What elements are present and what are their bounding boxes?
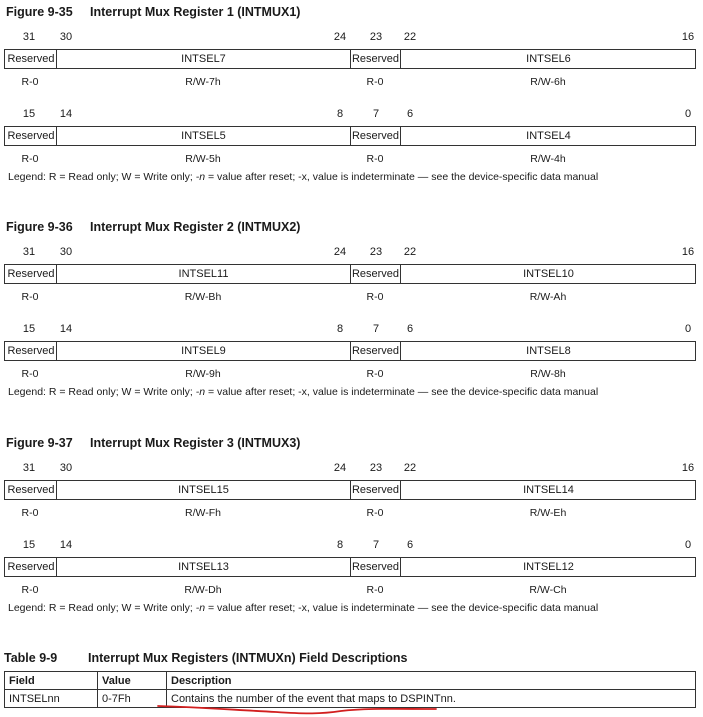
field-access: R/W-Ch xyxy=(529,584,567,596)
register-field: INTSEL12 xyxy=(400,558,696,576)
bit-number: 7 xyxy=(372,108,380,120)
table-cell: Contains the number of the event that maps to DSPINTnn. xyxy=(167,690,696,708)
register-field: INTSEL9 xyxy=(56,342,350,360)
field-access: R-0 xyxy=(366,507,384,519)
bit-number: 14 xyxy=(59,323,73,335)
bit-number: 31 xyxy=(22,31,36,43)
register-field: INTSEL5 xyxy=(56,127,350,145)
bit-number: 8 xyxy=(336,539,344,551)
register-field: Reserved xyxy=(7,53,55,65)
field-access: R-0 xyxy=(366,368,384,380)
figure-number: Figure 9-35 xyxy=(6,5,73,19)
legend-note: Legend: R = Read only; W = Write only; -n = value after reset; -x, value is indeterminate — see the device-specific data manual xyxy=(8,171,599,183)
bit-number: 23 xyxy=(369,462,383,474)
field-access: R-0 xyxy=(21,291,39,303)
bit-number: 22 xyxy=(403,246,417,258)
field-access: R/W-Ah xyxy=(529,291,567,303)
bit-number: 15 xyxy=(22,108,36,120)
legend-note: Legend: R = Read only; W = Write only; -n = value after reset; -x, value is indeterminate — see the device-specific data manual xyxy=(8,386,599,398)
table-cell: INTSELnn xyxy=(5,690,98,708)
register-field: Reserved xyxy=(350,342,400,360)
figure-caption: Interrupt Mux Register 3 (INTMUX3) xyxy=(90,436,301,450)
field-access: R-0 xyxy=(366,584,384,596)
register-field: INTSEL8 xyxy=(400,342,696,360)
field-access: R-0 xyxy=(366,153,384,165)
field-access: R/W-9h xyxy=(185,368,221,380)
register-field: Reserved xyxy=(350,50,400,68)
column-header: Field xyxy=(5,672,98,690)
register-row xyxy=(4,557,696,577)
bit-number: 15 xyxy=(22,539,36,551)
field-access: R/W-7h xyxy=(185,76,221,88)
register-field: Reserved xyxy=(7,561,55,573)
table-cell: 0-7Fh xyxy=(98,690,167,708)
bit-number: 16 xyxy=(681,31,695,43)
register-field: INTSEL15 xyxy=(56,481,350,499)
register-field: INTSEL4 xyxy=(400,127,696,145)
bit-number: 0 xyxy=(684,323,692,335)
field-access: R/W-Bh xyxy=(184,291,222,303)
register-field: Reserved xyxy=(7,484,55,496)
figure-title xyxy=(6,436,300,450)
register-row xyxy=(4,341,696,361)
bit-number: 6 xyxy=(406,323,414,335)
register-row xyxy=(4,264,696,284)
table-caption: Interrupt Mux Registers (INTMUXn) Field Descriptions xyxy=(88,651,408,665)
bit-number: 23 xyxy=(369,246,383,258)
bit-number: 6 xyxy=(406,108,414,120)
figure-title xyxy=(6,220,300,234)
table-title xyxy=(4,651,407,665)
bit-number: 24 xyxy=(333,462,347,474)
bit-number: 6 xyxy=(406,539,414,551)
legend-note: Legend: R = Read only; W = Write only; -n = value after reset; -x, value is indeterminate — see the device-specific data manual xyxy=(8,602,599,614)
field-access: R-0 xyxy=(21,153,39,165)
bit-number: 30 xyxy=(59,462,73,474)
bit-number: 16 xyxy=(681,246,695,258)
table-header-row xyxy=(5,672,696,690)
bit-number: 31 xyxy=(22,246,36,258)
figure-caption: Interrupt Mux Register 1 (INTMUX1) xyxy=(90,5,301,19)
bit-number: 7 xyxy=(372,539,380,551)
figure-title xyxy=(6,5,300,19)
register-field: INTSEL10 xyxy=(400,265,696,283)
field-access: R/W-5h xyxy=(185,153,221,165)
register-field: INTSEL11 xyxy=(56,265,350,283)
column-header: Value xyxy=(98,672,167,690)
red-underline-annotation xyxy=(156,703,441,717)
register-field: INTSEL13 xyxy=(56,558,350,576)
figure-number: Figure 9-36 xyxy=(6,220,73,234)
register-field: Reserved xyxy=(350,265,400,283)
field-access: R-0 xyxy=(21,507,39,519)
register-row xyxy=(4,480,696,500)
field-access: R/W-Eh xyxy=(529,507,567,519)
field-access: R/W-8h xyxy=(530,368,566,380)
bit-number: 30 xyxy=(59,31,73,43)
field-access: R/W-4h xyxy=(530,153,566,165)
bit-number: 0 xyxy=(684,108,692,120)
bit-number: 15 xyxy=(22,323,36,335)
register-field: INTSEL6 xyxy=(400,50,696,68)
bit-number: 24 xyxy=(333,31,347,43)
bit-number: 22 xyxy=(403,31,417,43)
field-access: R/W-6h xyxy=(530,76,566,88)
bit-number: 0 xyxy=(684,539,692,551)
table-number: Table 9-9 xyxy=(4,651,58,665)
column-header: Description xyxy=(167,672,696,690)
bit-number: 7 xyxy=(372,323,380,335)
register-field: INTSEL14 xyxy=(400,481,696,499)
bit-number: 30 xyxy=(59,246,73,258)
register-field: Reserved xyxy=(350,481,400,499)
bit-number: 14 xyxy=(59,108,73,120)
bit-number: 14 xyxy=(59,539,73,551)
bit-number: 8 xyxy=(336,323,344,335)
field-access: R/W-Fh xyxy=(185,507,221,519)
register-row xyxy=(4,49,696,69)
bit-number: 16 xyxy=(681,462,695,474)
bit-number: 23 xyxy=(369,31,383,43)
field-access: R-0 xyxy=(366,291,384,303)
register-field: Reserved xyxy=(7,268,55,280)
register-field: Reserved xyxy=(7,345,55,357)
register-field: Reserved xyxy=(350,127,400,145)
field-access: R-0 xyxy=(21,76,39,88)
bit-number: 31 xyxy=(22,462,36,474)
bit-number: 8 xyxy=(336,108,344,120)
bit-number: 22 xyxy=(403,462,417,474)
register-field: INTSEL7 xyxy=(56,50,350,68)
figure-number: Figure 9-37 xyxy=(6,436,73,450)
figure-caption: Interrupt Mux Register 2 (INTMUX2) xyxy=(90,220,301,234)
register-row xyxy=(4,126,696,146)
bit-number: 24 xyxy=(333,246,347,258)
register-field: Reserved xyxy=(7,130,55,142)
field-access: R-0 xyxy=(366,76,384,88)
field-access: R/W-Dh xyxy=(184,584,222,596)
register-field: Reserved xyxy=(350,558,400,576)
field-access: R-0 xyxy=(21,368,39,380)
field-access: R-0 xyxy=(21,584,39,596)
